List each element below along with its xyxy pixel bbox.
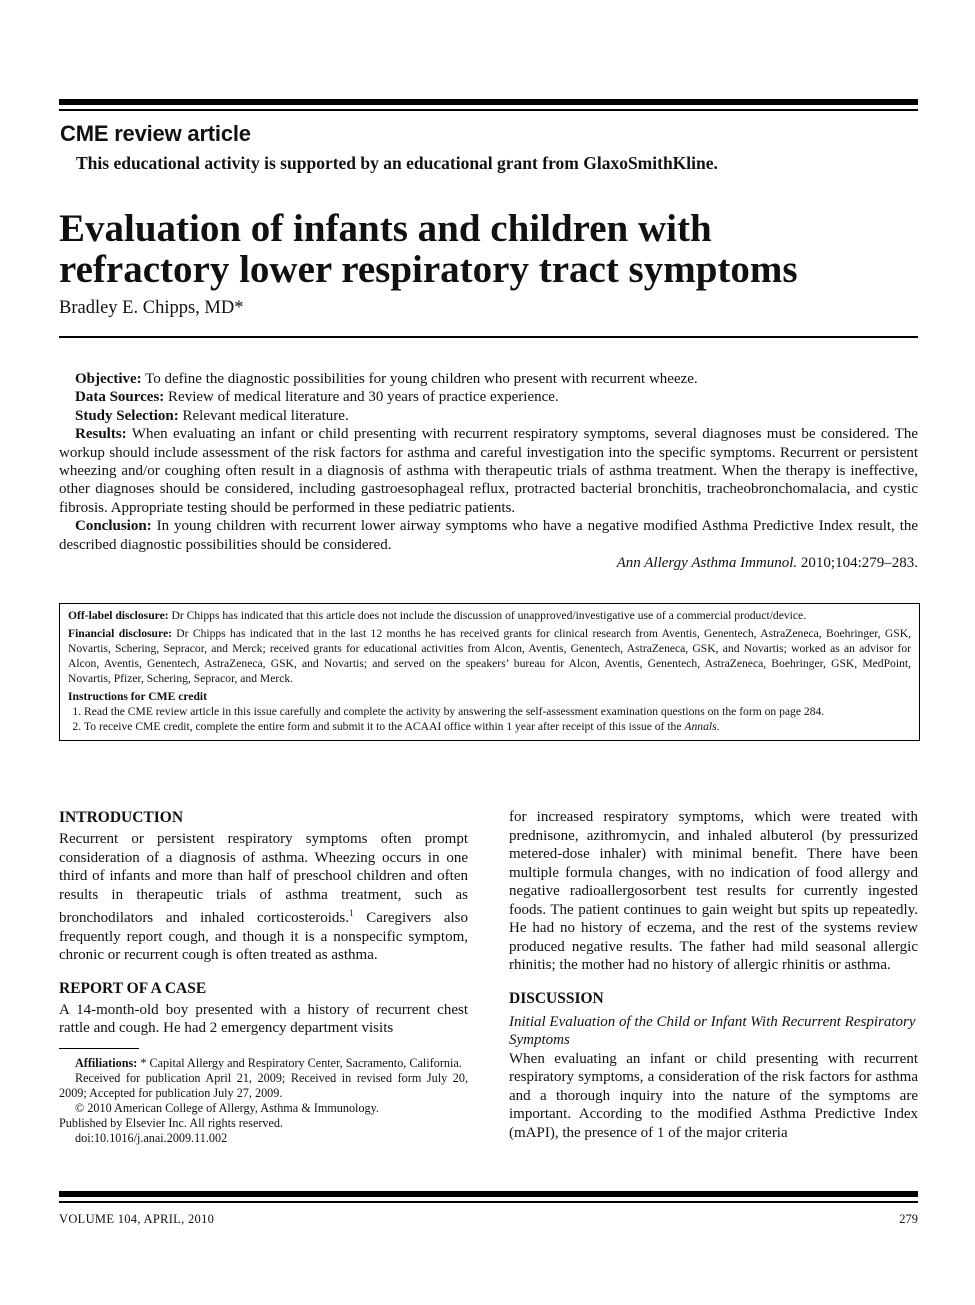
doi[interactable]: doi:10.1016/j.anai.2009.11.002 [75,1131,228,1145]
reference-1[interactable]: 1 [349,908,354,918]
discussion-paragraph: When evaluating an infant or child presenting with recurrent respiratory symptoms, a consideration of the risk factors for asthma and a thorough inquiry into the nature of the symptoms are important. According to the modified Asthma Predictive Index (mAPI), the presence of 1 of the major criteria [509,1050,918,1141]
article-title [59,208,939,290]
abstract-objective: Objective: To define the diagnostic possibilities for young children who present with recurrent wheeze. [75,371,698,387]
cme-instruction-1: 1. Read the CME review article in this issue carefully and complete the activity by answering the self-assessment examination questions on the form on page 284. [84,704,911,719]
footnotes [59,1056,468,1146]
discussion-heading: DISCUSSION [509,989,604,1007]
abstract [59,370,918,572]
title-rule [59,336,918,338]
case-paragraph-continued: for increased respiratory symptoms, which were treated with prednisone, azithromycin, and inhaled albuterol (by pressurized metered-dose inhaler) with minimal benefit. There have been multiple formula changes, with no indication of food allergy and negative radioallergosorbent test results for currently ingested foods. The patient continues to gain weight but spits up repeatedly. He had no history of eczema, and the rest of the systems review produced negative results. The father had mild seasonal allergic rhinitis; the mother had no history of allergic rhinitis or asthma. [509,809,918,973]
disclosure-box [59,603,920,741]
left-column [59,808,468,1038]
title-line-1: Evaluation of infants and children with [59,207,712,250]
bottom-rule-thin [59,1201,918,1203]
affiliations: Affiliations: * Capital Allergy and Respiratory Center, Sacramento, California. [75,1056,462,1070]
discussion-subheading: Initial Evaluation of the Child or Infant With Recurrent Respiratory Symptoms [509,1013,916,1048]
case-paragraph-start: A 14-month-old boy presented with a history of recurrent chest rattle and cough. He had 2 emergency department visits [59,1001,468,1036]
citation: Ann Allergy Asthma Immunol. 2010;104:279–283. [616,555,918,572]
cme-instruction-2: 2. To receive CME credit, complete the entire form and submit it to the ACAAI office within 1 year after receipt of this issue of the Annals. [84,719,911,734]
top-rule-thick [59,99,918,105]
intro-heading: INTRODUCTION [59,809,184,826]
abstract-study-selection: Study Selection: Relevant medical literature. [75,407,349,424]
title-line-2: refractory lower respiratory tract symptoms [59,248,798,291]
financial-disclosure: Financial disclosure: Dr Chipps has indicated that in the last 12 months he has received grants for clinical research from Aventis, Genentech, AstraZeneca, Boehringer, GSK, Novartis, Schering, Sepracor, and Merck; received grants for educational activities from Alcon, Aventis, Genentech, AstraZeneca, GSK, and Novartis; worked as an advisor for Alcon, Aventis, Genentech, AstraZeneca, GSK, and Novartis; and served on the speakers’ bureau for Alcon, Aventis, Genentech, AstraZeneca, Boehringer, GSK, MedPoint, Novartis, Pfizer, Schering, Sepracor, and Merck. [68,627,911,685]
abstract-conclusion: Conclusion: In young children with recurrent lower airway symptoms who have a negative modified Asthma Predictive Index result, the described diagnostic possibilities should be considered. [59,518,919,553]
footer-page-number: 279 [899,1212,918,1226]
top-rule-thin [59,109,918,111]
footnote-rule [59,1048,139,1049]
section-label: CME review article [60,121,251,146]
right-column [509,808,918,1142]
grant-note: This educational activity is supported by an educational grant from GlaxoSmithKline. [76,153,718,173]
intro-paragraph: Recurrent or persistent respiratory symptoms often prompt consideration of a diagnosis of asthma. Wheezing occurs in one third of infants and more than half of preschool children and often results in therapeutic trials of asthma treatment, such as bronchodilators and inhaled corticosteroids.$^1$ Caregivers also frequently report cough, and though it is a nonspecific symptom, chronic or recurrent cough is often treated as asthma. [59,831,469,963]
copyright: © 2010 American College of Allergy, Asthma & Immunology. [75,1101,379,1115]
publisher: Published by Elsevier Inc. All rights reserved. [59,1116,284,1130]
case-heading: REPORT OF A CASE [59,979,207,997]
abstract-data-sources: Data Sources: Review of medical literature and 30 years of practice experience. [75,389,559,406]
received-dates: Received for publication April 21, 2009; Received in revised form July 20, 2009; Accepted for publication July 27, 2009. [59,1071,468,1100]
offlabel-disclosure: Off-label disclosure: Dr Chipps has indicated that this article does not include the discussion of unapproved/investigative use of a commercial product/device. [68,609,807,622]
cme-instructions-list [68,704,911,734]
author: Bradley E. Chipps, MD* [59,298,244,318]
footer-volume: VOLUME 104, APRIL, 2010 [59,1212,215,1226]
abstract-results: Results: When evaluating an infant or child presenting with recurrent respiratory symptoms, several diagnoses must be considered. The workup should include assessment of the risk factors for asthma and careful investigation into the specific symptoms. Recurrent or persistent wheezing and/or coughing often result in a diagnosis of asthma with therapeutic trials of asthma treatment. When the therapy is ineffective, other diagnoses should be considered, including gastroesophageal reflux, protracted bacterial bronchitis, tracheobronchomalacia, and cystic fibrosis. Appropriate testing should be performed in these pediatric patients. [59,426,918,516]
bottom-rule-thick [59,1191,918,1197]
cme-instructions-heading: Instructions for CME credit [68,690,208,703]
